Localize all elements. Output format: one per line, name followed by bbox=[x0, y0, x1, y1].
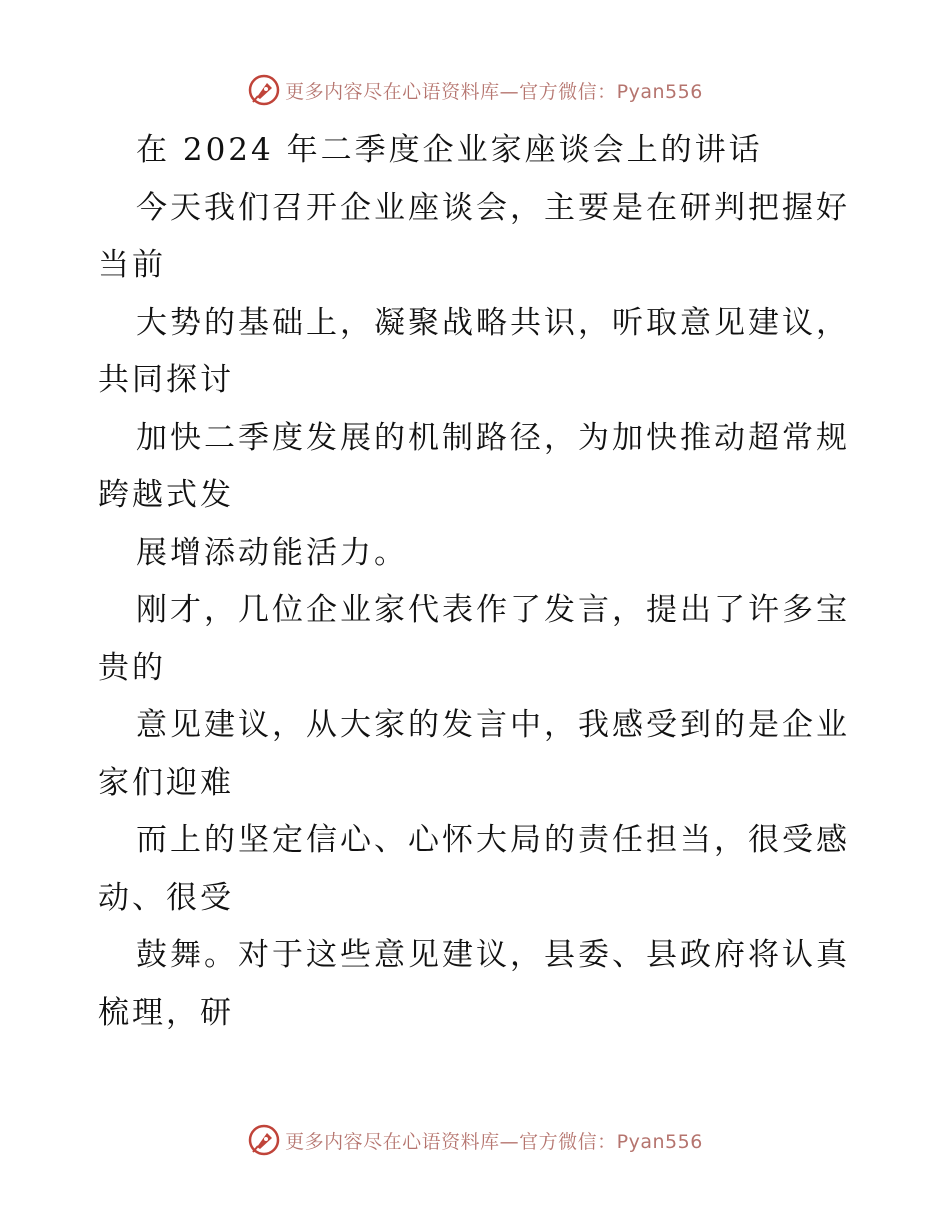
paragraph-line: 加快二季度发展的机制路径，为加快推动超常规 bbox=[136, 419, 850, 456]
paragraph-line: 贵的 bbox=[98, 649, 166, 686]
paragraph-line: 今天我们召开企业座谈会，主要是在研判把握好 bbox=[136, 189, 850, 226]
paragraph-line: 刚才，几位企业家代表作了发言，提出了许多宝 bbox=[136, 592, 850, 628]
paragraph-line: 意见建议，从大家的发言中，我感受到的是企业 bbox=[136, 707, 850, 743]
paragraph-line: 梳理，研 bbox=[98, 994, 234, 1031]
paragraph-line: 共同探讨 bbox=[98, 362, 234, 398]
footer-watermark-banner bbox=[0, 1120, 950, 1160]
header-watermark-banner bbox=[0, 70, 950, 110]
paragraph-line: 鼓舞。对于这些意见建议，县委、县政府将认真 bbox=[136, 937, 850, 973]
paragraph-line: 动、很受 bbox=[98, 879, 234, 916]
paragraph-line: 跨越式发 bbox=[98, 477, 234, 513]
fountain-pen-nib-icon bbox=[247, 1123, 281, 1157]
document-title: 在 2024 年二季度企业家座谈会上的讲话 bbox=[136, 132, 763, 168]
paragraph-line: 而上的坚定信心、心怀大局的责任担当，很受感 bbox=[136, 822, 850, 858]
fountain-pen-nib-icon bbox=[247, 73, 281, 107]
speech-body bbox=[98, 122, 858, 1042]
watermark-text: 更多内容尽在心语资料库—官方微信：Pyan556 bbox=[285, 1130, 703, 1153]
paragraph-line: 家们迎难 bbox=[98, 764, 234, 801]
watermark-text: 更多内容尽在心语资料库—官方微信：Pyan556 bbox=[285, 80, 703, 103]
paragraph-line: 展增添动能活力。 bbox=[136, 534, 408, 571]
paragraph-line: 当前 bbox=[98, 247, 166, 283]
paragraph-line: 大势的基础上，凝聚战略共识，听取意见建议， bbox=[136, 304, 850, 341]
